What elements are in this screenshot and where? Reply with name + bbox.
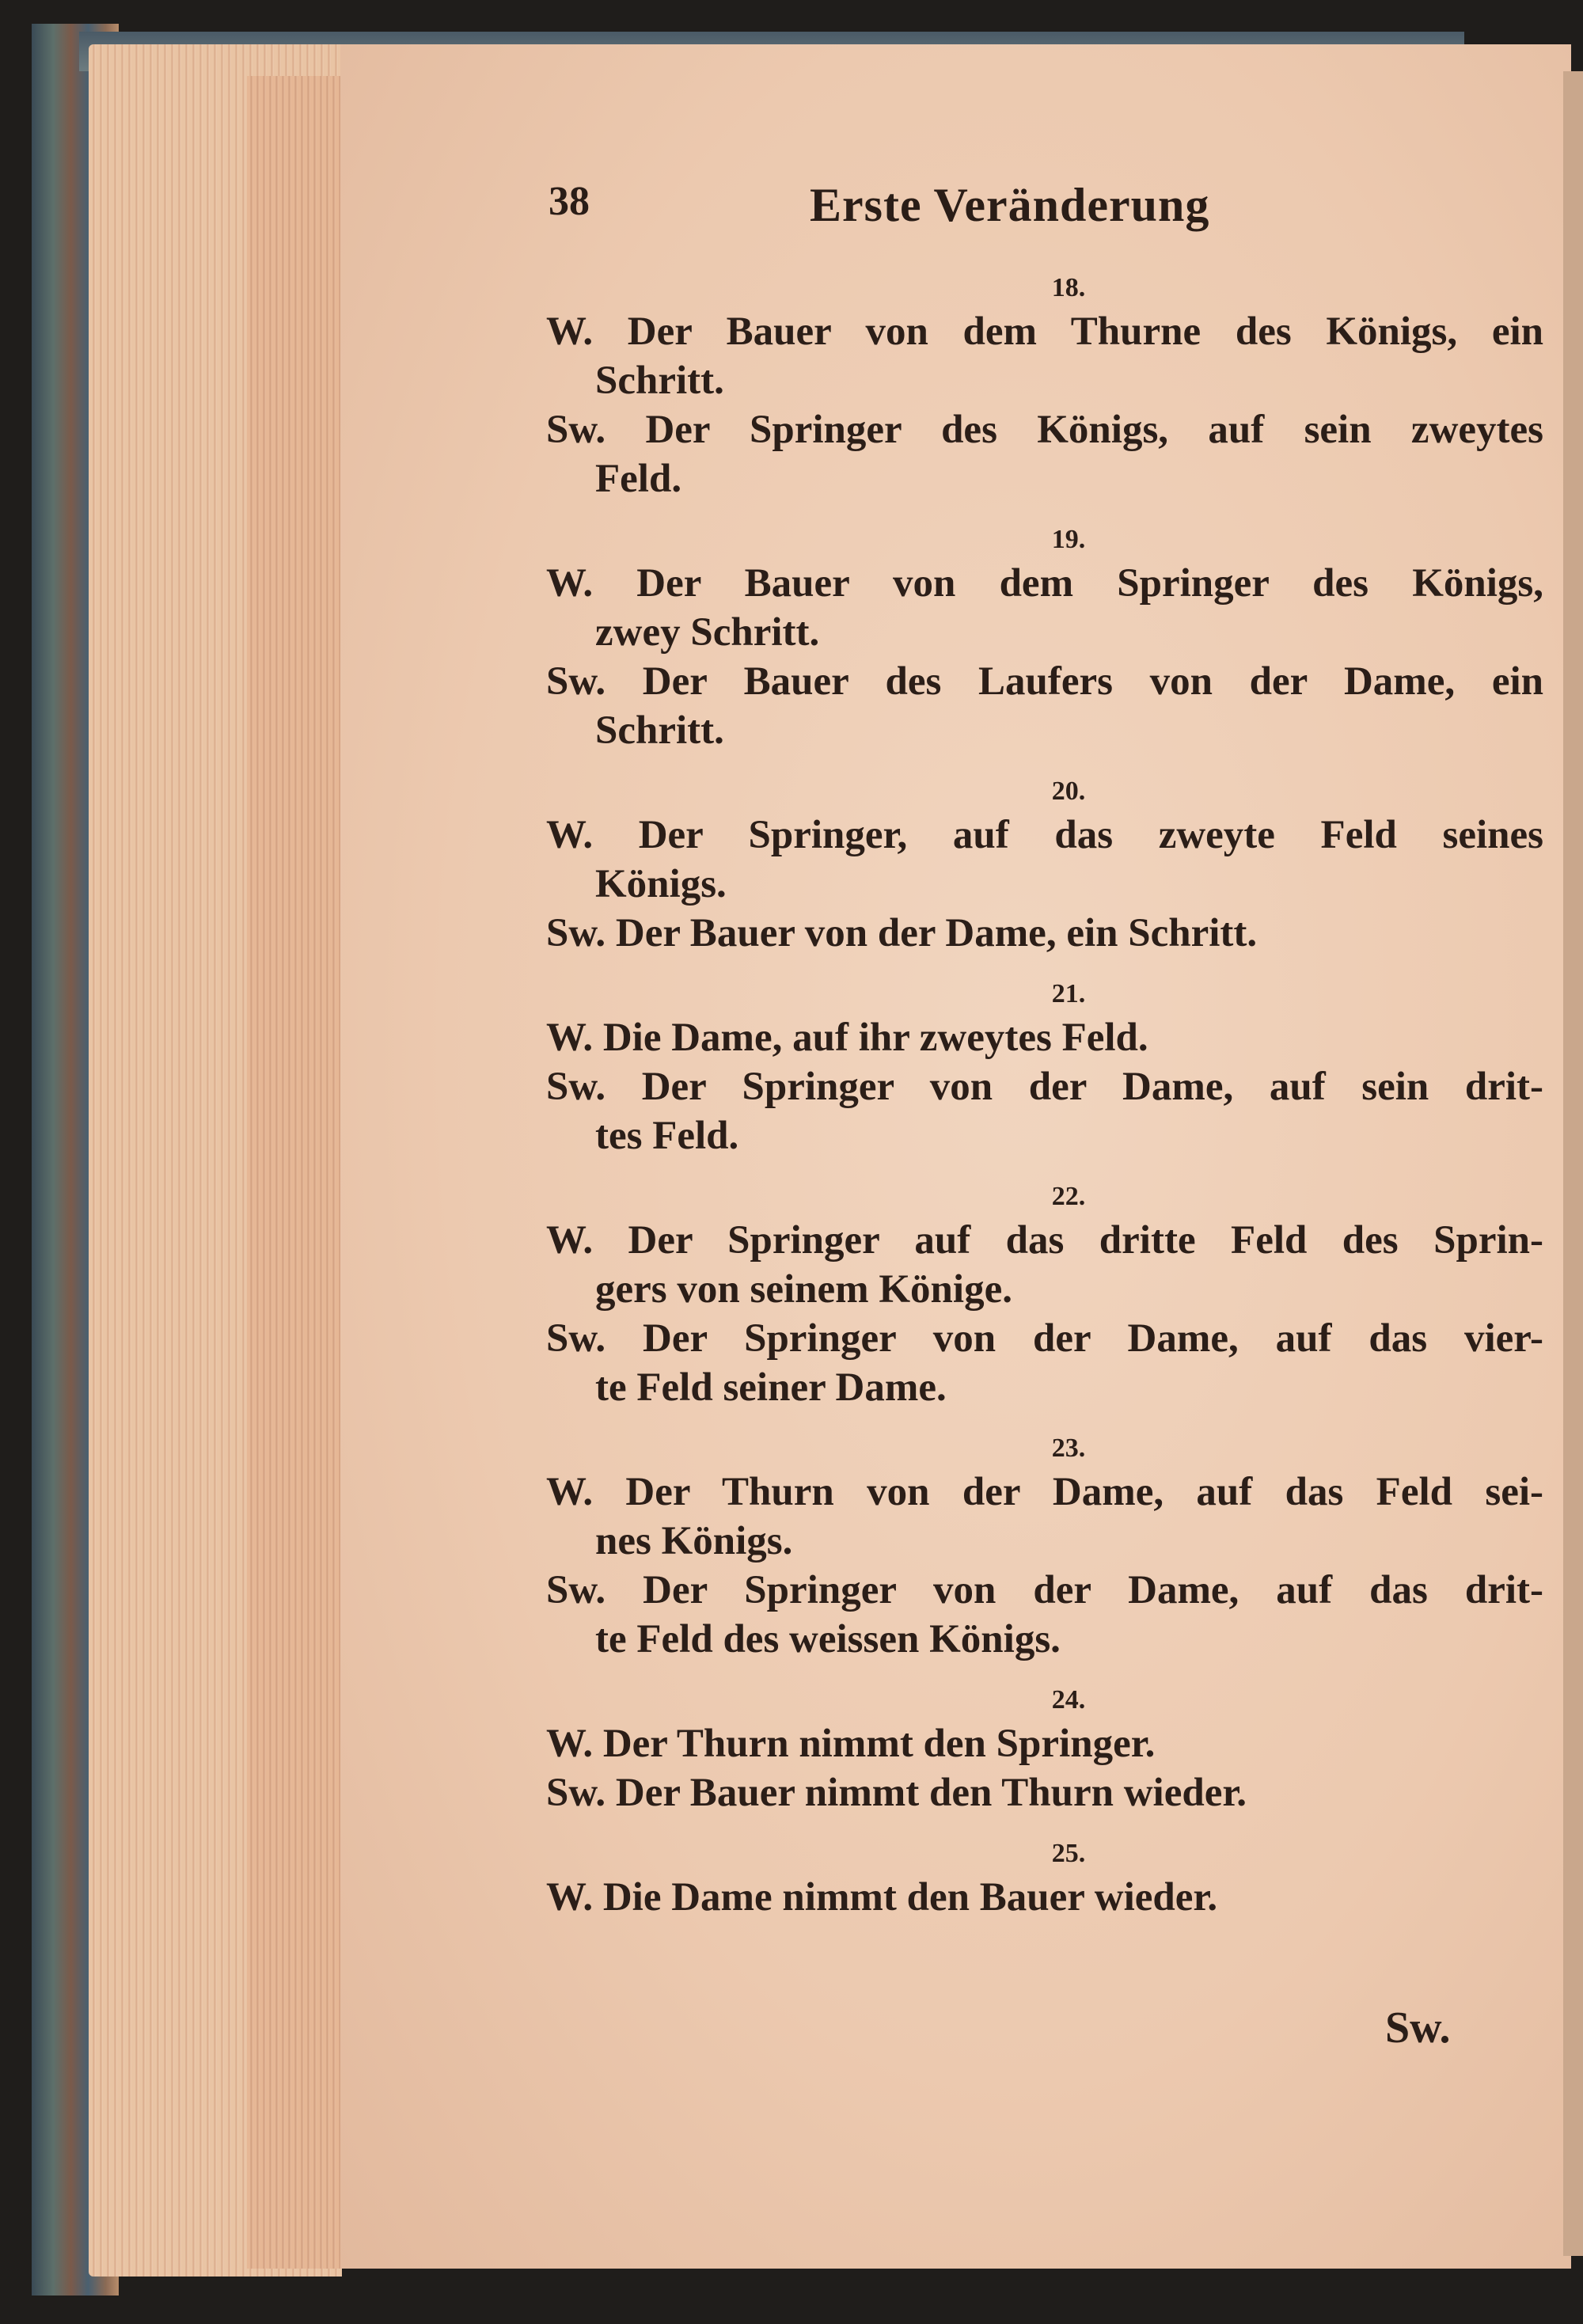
text-line: Sw. Der Springer des Königs, auf sein zweytes: [546, 408, 1543, 452]
black-move: [546, 657, 1543, 755]
text-line: Sw. Der Springer von der Dame, auf das vier-: [546, 1316, 1543, 1361]
text-line: W. Die Dame nimmt den Bauer wieder.: [546, 1875, 1218, 1920]
page-block-edges: [89, 44, 342, 2277]
text-line: W. Der Thurn nimmt den Springer.: [546, 1722, 1156, 1766]
text-line: Sw. Der Bauer des Laufers von der Dame, ein: [546, 659, 1543, 704]
move-number: 18.: [1051, 273, 1086, 302]
move-number: 21.: [1051, 979, 1086, 1008]
text-line: W. Der Thurn von der Dame, auf das Feld sei-: [546, 1470, 1543, 1514]
page-number: 38: [549, 179, 590, 224]
text-line: tes Feld.: [595, 1114, 739, 1158]
white-move: [546, 1216, 1543, 1314]
white-move: [546, 1719, 1543, 1768]
text-line: Sw. Der Bauer nimmt den Thurn wieder.: [546, 1771, 1247, 1815]
move-number: 25.: [1051, 1839, 1086, 1868]
text-line: W. Der Bauer von dem Thurne des Königs, ein: [546, 309, 1543, 354]
text-line: W. Der Bauer von dem Springer des Königs,: [546, 561, 1543, 606]
white-move: [546, 1013, 1543, 1062]
black-move: [546, 1314, 1543, 1412]
text-line: Schritt.: [595, 359, 724, 403]
text-line: te Feld des weissen Königs.: [595, 1617, 1061, 1661]
black-move: [546, 1768, 1543, 1817]
white-move: [546, 811, 1543, 909]
white-move: [546, 307, 1543, 405]
white-move: [546, 1873, 1543, 1922]
black-move: [546, 1566, 1543, 1664]
text-line: zwey Schritt.: [595, 610, 820, 655]
text-line: Schritt.: [595, 708, 724, 753]
white-move: [546, 1468, 1543, 1566]
text-line: gers von seinem Könige.: [595, 1267, 1012, 1312]
move-number: 24.: [1051, 1685, 1086, 1715]
page-text: [546, 252, 1543, 1922]
white-move: [546, 559, 1543, 657]
black-move: [546, 909, 1543, 958]
text-line: nes Königs.: [595, 1519, 793, 1563]
text-line: W. Die Dame, auf ihr zweytes Feld.: [546, 1016, 1148, 1060]
move-number: 19.: [1051, 525, 1086, 554]
text-line: Feld.: [595, 457, 682, 501]
running-title: Erste Veränderung: [810, 179, 1210, 231]
text-line: W. Der Springer, auf das zweyte Feld seines: [546, 813, 1543, 857]
text-line: Königs.: [595, 862, 727, 906]
move-number: 22.: [1051, 1182, 1086, 1211]
black-move: [546, 405, 1543, 503]
text-line: te Feld seiner Dame.: [595, 1365, 947, 1410]
black-move: [546, 1062, 1543, 1160]
move-number: 20.: [1051, 777, 1086, 806]
text-line: W. Der Springer auf das dritte Feld des Sprin-: [546, 1218, 1543, 1263]
text-line: Sw. Der Springer von der Dame, auf das drit-: [546, 1568, 1543, 1612]
text-line: Sw. Der Bauer von der Dame, ein Schritt.: [546, 911, 1258, 955]
running-header: [549, 178, 1542, 234]
move-number: 23.: [1051, 1434, 1086, 1463]
right-page-edge: [1563, 71, 1583, 2256]
catchword: Sw.: [1385, 2003, 1451, 2052]
text-line: Sw. Der Springer von der Dame, auf sein drit-: [546, 1065, 1543, 1109]
